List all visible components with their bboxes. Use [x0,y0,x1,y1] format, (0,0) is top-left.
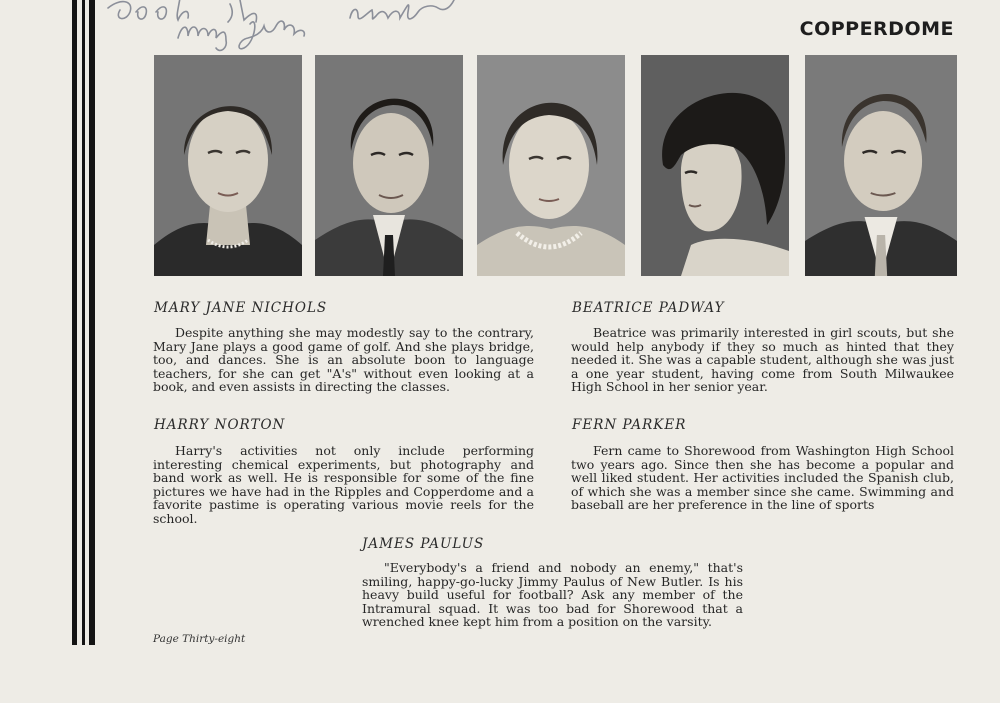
student-name: BEATRICE PADWAY [572,300,725,316]
student-bio: Harry's activities not only include performing interesting chemical experiments, but photography and band work as well. He is responsible for some of the fine pictures we have had in the Ripples and Copperdome and a favorite pastime is operating various movie reels for the school. [153,443,534,526]
page-number: Page Thirty-eight [153,633,246,645]
student-bio: Beatrice was primarily interested in girl scouts, but she would help anybody if they so much as hinted that they needed it. She was a capable student, although she was just a one year student, having come from South Milwaukee High School in her senior year. [571,325,954,394]
margin-rule [89,0,95,645]
portrait-photo [805,55,957,276]
margin-rule [72,0,77,645]
portrait-row [154,55,957,277]
student-name: MARY JANE NICHOLS [154,300,328,316]
student-name: FERN PARKER [572,417,687,433]
student-bio: "Everybody's a friend and nobody an enemy," that's smiling, happy-go-lucky Jimmy Paulus of New Butler. Is his heavy build useful for football? Ask any member of the Intramural squad. It was too bad for Shorewood that a wrenched knee kept him from a position on the varsity. [362,560,743,629]
portrait-photo [477,55,625,276]
portrait-photo [641,55,789,276]
margin-rule [82,0,85,645]
student-bio: Despite anything she may modestly say to the contrary, Mary Jane plays a good game of golf. And she plays bridge, too, and dances. She is an absolute boon to language teachers, for she can get "A's" without even looking at a book, and even assists in directing the classes. [153,325,534,394]
yearbook-title: COPPERDOME [799,18,954,40]
student-name: HARRY NORTON [154,417,286,433]
student-bio: Fern came to Shorewood from Washington High School two years ago. Since then she has become a popular and well liked student. Her activities included the Spanish club, of which she was a member since she came. Swimming and baseball are her preference in the line of sports [571,443,954,512]
portrait-photo [315,55,463,276]
student-name: JAMES PAULUS [362,536,485,552]
portrait-photo [154,55,302,276]
